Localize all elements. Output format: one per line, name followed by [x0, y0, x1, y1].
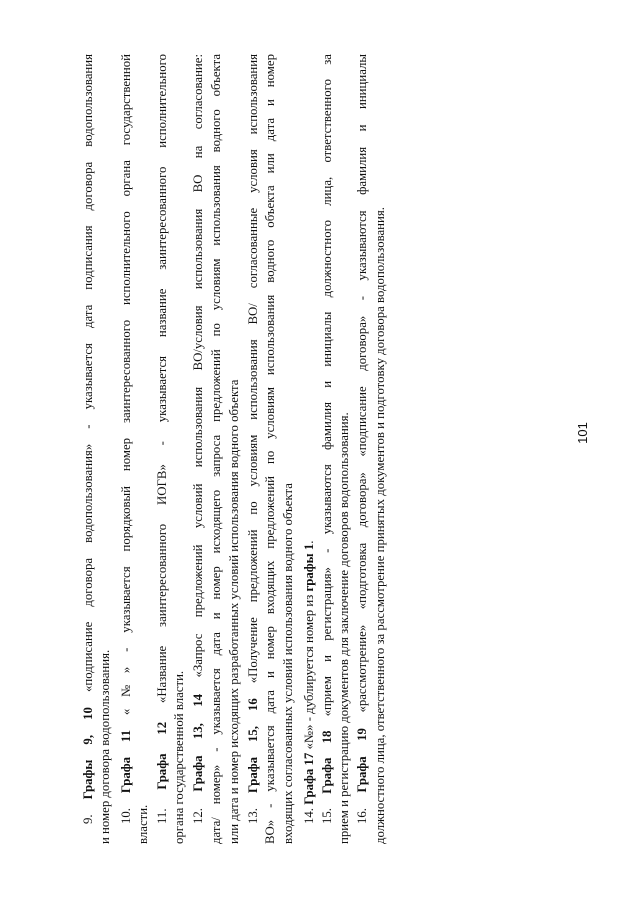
bold-column-ref: Графа 17	[302, 752, 316, 805]
text-line	[153, 54, 171, 824]
item-number: 16.	[355, 808, 369, 824]
text-run: «Получение предложений по условиям использования ВО/ согласованные условия использования	[246, 54, 260, 699]
text-line	[189, 54, 207, 824]
bold-column-ref: Графа 18	[320, 730, 334, 794]
rotated-text-block	[79, 54, 387, 844]
bold-column-ref: Графа 19	[355, 728, 369, 793]
text-line	[117, 54, 135, 824]
text-run: или дата и номер исходящих разработанных условий использования водного объекта	[227, 379, 241, 844]
text-run: должностного лица, ответственного за рассмотрение принятых документов и подготовку договора водопользования.	[373, 207, 387, 844]
text-run: прием и регистрацию документов для заключение договоров водопользования.	[337, 412, 351, 844]
text-line	[279, 54, 297, 844]
bold-column-ref: Графа 15, 16	[246, 698, 260, 794]
text-line	[134, 54, 152, 844]
text-run: «Запрос предложений условий использования ВО/условия использования ВО на согласование:	[191, 54, 205, 694]
bold-column-ref: графы 1	[302, 543, 316, 592]
text-run: власти.	[136, 804, 150, 844]
text-run: органа государственной власти.	[172, 670, 186, 844]
item-number: 10.	[119, 808, 133, 824]
bold-column-ref: Графы 9, 10	[81, 707, 95, 800]
text-line	[261, 54, 279, 844]
text-line	[371, 54, 389, 844]
text-line	[318, 54, 336, 824]
text-run: .	[302, 540, 316, 544]
item-number: 9.	[81, 814, 95, 824]
text-run: «Название заинтересованного ИОГВ» - указывается название заинтересованного исполнительного	[155, 54, 169, 722]
text-line	[207, 54, 225, 844]
text-line	[244, 54, 262, 824]
bold-column-ref: Графа 13, 14	[191, 693, 205, 792]
item-number: 15.	[320, 808, 334, 824]
text-run: «рассмотрение» «подготовка договора» «подписание договора» - указываются фамилия и инициалы	[355, 54, 369, 729]
text-run: и номер договора водопользования.	[98, 649, 112, 844]
text-line	[96, 54, 114, 844]
text-line	[300, 54, 318, 824]
bold-column-ref: Графа 12	[155, 721, 169, 790]
text-run: ВО» - указывается дата и номер входящих предложений по условиям использования водного объекта или дата и номер	[263, 54, 277, 844]
text-line	[170, 54, 188, 844]
page-number: 101	[575, 422, 590, 444]
text-line	[225, 54, 243, 844]
item-number: 14.	[302, 808, 316, 824]
item-number: 13.	[246, 808, 260, 824]
text-run: «прием и регистрация» - указываются фамилия и инициалы должностного лица, ответственного за	[320, 54, 334, 731]
item-number: 12.	[191, 808, 205, 824]
bold-column-ref: Графа 11	[119, 730, 133, 794]
text-run: «№» - указывается порядковый номер заинтересованного исполнительного органа государственной	[119, 54, 133, 731]
text-line	[335, 54, 353, 844]
text-run: входящих согласованных условий использования водного объекта	[281, 483, 295, 844]
text-run: дата/ номер» - указывается дата и номер исходящего запроса предложений по условиям использования водного объекта	[209, 54, 223, 844]
text-line	[79, 54, 97, 824]
item-number: 11.	[155, 808, 169, 824]
text-run: «подписание договора водопользования» - указывается дата подписания договора водопользования	[81, 54, 95, 708]
text-run: «№» - дублируется номер из	[302, 591, 316, 753]
text-line	[353, 54, 371, 824]
